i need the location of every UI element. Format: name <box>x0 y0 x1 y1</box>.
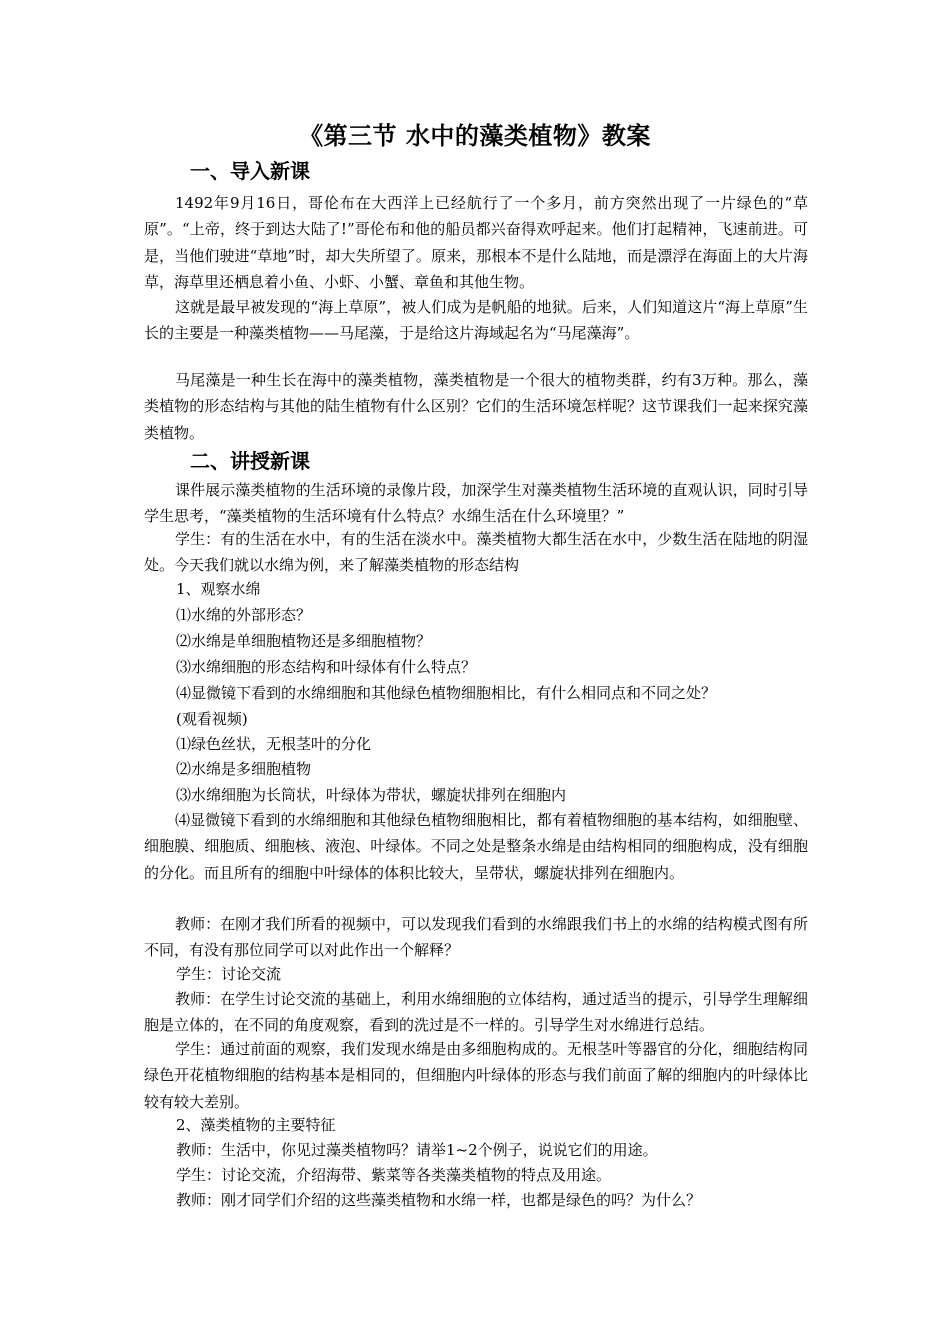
paragraph: 这就是最早被发现的“海上草原”，被人们成为是帆船的地狱。后来，人们知道这片“海上草原”生长的主要是一种藻类植物——马尾藻，于是给这片海域起名为“马尾藻海”。 <box>144 298 808 343</box>
list-item: ⑶水绵细胞的形态结构和叶绿体有什么特点？ <box>176 658 477 676</box>
list-item: ⑶水绵细胞为长筒状，叶绿体为带状，螺旋状排列在细胞内 <box>176 786 567 804</box>
list-item: 1、观察水绵 <box>176 580 261 598</box>
list-item: 学生：讨论交流，介绍海带、紫菜等各类藻类植物的特点及用途。 <box>176 1166 612 1184</box>
list-item: ⑴水绵的外部形态？ <box>176 606 312 624</box>
list-item: 学生：讨论交流 <box>176 965 282 983</box>
list-item: ⑵水绵是多细胞植物 <box>176 760 312 778</box>
page-title: 《第三节 水中的藻类植物》教案 <box>299 121 651 150</box>
paragraph: 马尾藻是一种生长在海中的藻类植物，藻类植物是一个很大的植物类群，约有3万种。那么，藻类植物的形态结构与其他的陆生植物有什么区别？它们的生活环境怎样呢？这节课我们一起来探究藻类植物。 <box>144 371 808 442</box>
section-heading-new-lesson: 二、讲授新课 <box>190 449 310 473</box>
list-item: 教师：刚才同学们介绍的这些藻类植物和水绵一样，也都是绿色的吗？为什么？ <box>176 1191 702 1209</box>
paragraph: ⑷显微镜下看到的水绵细胞和其他绿色植物细胞相比，都有着植物细胞的基本结构，如细胞壁、细胞膜、细胞质、细胞核、液泡、叶绿体。不同之处是整条水绵是由结构相同的细胞构成，没有细胞的分化。而且所有的细胞中叶绿体的体积比较大，呈带状，螺旋状排列在细胞内。 <box>144 811 808 882</box>
list-item: ⑵水绵是单细胞植物还是多细胞植物？ <box>176 632 432 650</box>
paragraph: 教师：在学生讨论交流的基础上，利用水绵细胞的立体结构，通过适当的提示，引导学生理解细胞是立体的，在不同的角度观察，看到的洗过是不一样的。引导学生对水绵进行总结。 <box>144 990 808 1035</box>
paragraph: 课件展示藻类植物的生活环境的录像片段，加深学生对藻类植物生活环境的直观认识，同时引导学生思考，“藻类植物的生活环境有什么特点？水绵生活在什么环境里？” <box>144 481 808 526</box>
list-item: 2、藻类植物的主要特征 <box>176 1116 336 1134</box>
paragraph: 学生：通过前面的观察，我们发现水绵是由多细胞构成的。无根茎叶等器官的分化，细胞结构同绿色开花植物细胞的结构基本是相同的，但细胞内叶绿体的形态与我们前面了解的细胞内的叶绿体比较有较大差别。 <box>144 1040 808 1111</box>
paragraph: 1492年9月16日，哥伦布在大西洋上已经航行了一个多月，前方突然出现了一片绿色的“草原”。“上帝，终于到达大陆了!”哥伦布和他的船员都兴奋得欢呼起来。他们打起精神，飞速前进。可是，当他们驶进“草地”时，却大失所望了。原来，那根本不是什么陆地，而是漂浮在海面上的大片海草，海草里还栖息着小鱼、小虾、小蟹、章鱼和其他生物。 <box>144 194 808 291</box>
list-item: 教师：生活中，你见过藻类植物吗？请举1~2个例子，说说它们的用途。 <box>176 1141 658 1159</box>
section-heading-intro: 一、导入新课 <box>190 159 310 183</box>
list-item: ⑴绿色丝状，无根茎叶的分化 <box>176 735 372 753</box>
list-item: (观看视频) <box>176 710 248 728</box>
list-item: ⑷显微镜下看到的水绵细胞和其他绿色植物细胞相比，有什么相同点和不同之处？ <box>176 684 717 702</box>
paragraph: 教师：在刚才我们所看的视频中，可以发现我们看到的水绵跟我们书上的水绵的结构模式图有所不同，有没有那位同学可以对此作出一个解释？ <box>144 915 808 960</box>
paragraph: 学生：有的生活在水中，有的生活在淡水中。藻类植物大都生活在水中，少数生活在陆地的阴湿处。今天我们就以水绵为例，来了解藻类植物的形态结构 <box>144 530 808 575</box>
